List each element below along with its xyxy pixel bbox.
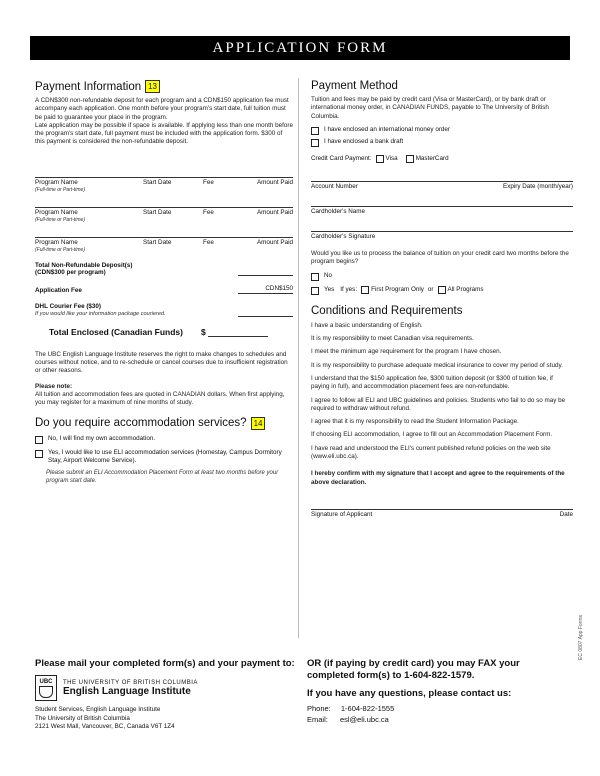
fax-heading: OR (if paying by credit card) you may FAX your completed form(s) to 1-604-822-1579. — [307, 658, 520, 681]
contact-info — [307, 658, 567, 725]
accommodation-yes-label: Yes, I would like to use ELI accommodation services (Homestay, Campus Dormitory Stay, Airport Welcome Service). — [48, 448, 282, 464]
form-code: EC 0807 App Forms — [578, 614, 584, 660]
account-number-field[interactable] — [311, 181, 573, 190]
left-column — [35, 80, 293, 485]
if-yes-label: If yes: — [340, 285, 358, 293]
mailing-info — [35, 658, 295, 732]
accommodation-note: Please submit an ELI Accommodation Placement Form at least two months before your program start date. — [46, 470, 279, 485]
program-row-2[interactable] — [35, 207, 293, 223]
dhl-fee-sub-label: If you would like your information package couriered. — [35, 310, 166, 317]
total-label: Total Enclosed (Canadian Funds) — [49, 326, 183, 337]
form-title-banner: APPLICATION FORM — [30, 36, 570, 60]
application-fee-value: CDN$150 — [238, 285, 293, 294]
program-type-label: (Full-time or Part-time) — [35, 246, 86, 253]
university-name: THE UNIVERSITY OF BRITISH COLUMBIA — [63, 679, 198, 686]
accommodation-yes-checkbox[interactable] — [35, 450, 43, 458]
phone-label: Phone: — [307, 704, 331, 713]
visa-label: Visa — [385, 154, 398, 162]
program-type-label: (Full-time or Part-time) — [35, 186, 86, 193]
program-row-1[interactable] — [35, 177, 293, 193]
deposit-field[interactable] — [238, 267, 293, 276]
deposit-row — [35, 262, 293, 276]
balance-question: Would you like us to process the balance of tuition on your credit card two months before the program begins? — [311, 250, 569, 266]
credit-card-label: Credit Card Payment: — [311, 154, 372, 162]
fee-label: Fee — [203, 178, 214, 186]
total-field[interactable] — [208, 336, 268, 337]
cardholder-signature-field[interactable] — [311, 231, 573, 240]
condition-item: It is my responsibility to meet Canadian visa requirements. — [311, 335, 474, 343]
applicant-signature-label: Signature of Applicant — [311, 510, 373, 518]
program-name-label: Program Name — [35, 178, 78, 186]
money-order-option[interactable] — [311, 126, 573, 135]
cardholder-name-label: Cardholder's Name — [311, 208, 366, 216]
condition-item: I have a basic understanding of English. — [311, 321, 423, 329]
phone-number[interactable]: 1-604-822-1555 — [340, 704, 395, 713]
applicant-signature-field[interactable] — [311, 509, 573, 518]
fee-label: Fee — [203, 208, 214, 216]
condition-item: I understand that the $150 application fee, $300 tuition deposit (or $300 of tuition fee, if paying in full), and accommodation placement fees are non-refundable. — [311, 374, 553, 391]
balance-no-option[interactable] — [311, 272, 573, 281]
dhl-fee-field[interactable] — [238, 308, 293, 317]
address-line-3: 2121 West Mall, Vancouver, BC, Canada V6T 1Z4 — [35, 723, 175, 730]
program-type-label: (Full-time or Part-time) — [35, 216, 86, 223]
condition-item: I meet the minimum age requirement for the program I have chosen. — [311, 348, 502, 356]
address-line-1: Student Services, English Language Institute — [35, 706, 161, 713]
amount-paid-label: Amount Paid — [256, 238, 293, 246]
address-line-2: The University of British Columbia — [35, 714, 130, 722]
expiry-date-label: Expiry Date (month/year) — [503, 183, 573, 191]
institute-name: English Language Institute — [63, 685, 191, 697]
contact-details — [307, 703, 567, 725]
cardholder-signature-label: Cardholder's Signature — [311, 233, 376, 241]
deposit-label: Total Non-Refundable Deposit(s) — [35, 261, 133, 269]
accommodation-no-checkbox[interactable] — [35, 436, 43, 444]
credit-card-row — [311, 155, 573, 163]
bank-draft-label: I have enclosed a bank draft — [324, 137, 404, 145]
bank-draft-checkbox[interactable] — [311, 139, 319, 147]
annotation-badge-13: 13 — [145, 80, 160, 93]
please-note-label: Please note: — [35, 382, 73, 390]
accommodation-heading — [35, 417, 293, 430]
dhl-fee-label: DHL Courier Fee ($30) — [35, 302, 102, 310]
program-row-3[interactable] — [35, 237, 293, 253]
eli-logo-block — [35, 675, 295, 701]
start-date-label: Start Date — [143, 178, 172, 186]
mastercard-label: MasterCard — [415, 154, 449, 162]
all-programs-checkbox[interactable] — [438, 286, 446, 294]
money-order-checkbox[interactable] — [311, 127, 319, 135]
mailing-address — [35, 706, 295, 732]
all-programs-label: All Programs — [447, 285, 484, 293]
fee-label: Fee — [203, 238, 214, 246]
please-note-text: All tuition and accommodation fees are quoted in CANADIAN dollars. When first applying, you may register for a maximum of nine months of study. — [35, 390, 285, 407]
balance-yes-label: Yes — [324, 285, 335, 293]
mastercard-checkbox[interactable] — [406, 155, 414, 163]
first-program-checkbox[interactable] — [361, 286, 369, 294]
payment-info-title: Payment Information — [35, 80, 142, 93]
accommodation-no-label: No, I will find my own accommodation. — [48, 434, 156, 442]
payment-info-heading — [35, 80, 293, 93]
total-currency: $ — [200, 326, 206, 337]
ubc-logo-icon — [35, 675, 57, 701]
application-fee-label: Application Fee — [35, 286, 82, 294]
signature-date-label: Date — [559, 510, 573, 518]
payment-method-intro: Tuition and fees may be paid by credit card (Visa or MasterCard), or by bank draft or international money order, in CANADIAN FUNDS, payable to The University of British Columbia. — [311, 96, 549, 120]
application-fee-row — [35, 285, 293, 294]
cardholder-name-field[interactable] — [311, 206, 573, 215]
conditions-list — [311, 322, 573, 487]
payment-info-para1: A CDN$300 non-refundable deposit for each program and a CDN$150 application fee must accompany each application. One month before your program's start date, full tuition must be paid to guarantee your place in the program. — [35, 97, 289, 121]
amount-paid-label: Amount Paid — [256, 178, 293, 186]
email-label: Email: — [307, 715, 328, 724]
condition-item: I agree to follow all ELI and UBC guidelines and policies. Students who fail to do so may be required to withdraw without refund. — [311, 396, 566, 412]
balance-no-label: No — [324, 271, 333, 279]
confirmation-statement: I hereby confirm with my signature that I accept and agree to the requirements of the above declaration. — [311, 470, 565, 486]
total-row — [35, 327, 293, 337]
account-number-label: Account Number — [311, 183, 358, 191]
accommodation-yes-option[interactable] — [35, 449, 293, 466]
program-name-label: Program Name — [35, 208, 78, 216]
first-program-label: First Program Only — [371, 285, 424, 293]
balance-no-checkbox[interactable] — [311, 273, 319, 281]
condition-item: I have read and understood the ELI's current published refund policies on the web site (www.eli.ubc.ca). — [311, 444, 551, 461]
payment-info-para2: Late application may be possible if space is available. If applying less than one month before the program's start date, full payment must be included with the application form. $300 of this payment is considered the non-refundable deposit. — [35, 121, 293, 146]
program-name-label: Program Name — [35, 238, 78, 246]
bank-draft-option[interactable] — [311, 138, 573, 147]
start-date-label: Start Date — [143, 238, 172, 246]
shield-icon — [39, 686, 53, 698]
ubc-logo-text: UBC — [39, 678, 53, 685]
accommodation-title: Do you require accommodation services? — [35, 417, 247, 430]
condition-item: I agree that it is my responsibility to read the Student Information Package. — [311, 418, 519, 426]
conditions-title: Conditions and Requirements — [311, 304, 463, 317]
mail-heading: Please mail your completed form(s) and your payment to: — [35, 658, 295, 669]
questions-heading: If you have any questions, please contact us: — [307, 688, 512, 699]
condition-item: If choosing ELI accommodation, I agree to fill out an Accommodation Placement Form. — [311, 431, 553, 439]
deposit-sub-label: (CDN$300 per program) — [35, 268, 106, 276]
money-order-label: I have enclosed an international money order — [324, 125, 451, 133]
visa-checkbox[interactable] — [376, 155, 384, 163]
eli-rights-note: The UBC English Language Institute reserves the right to make changes to schedules and courses without notice, and to re-schedule or cancel courses due to insufficient registration or other reasons. — [35, 350, 288, 375]
or-label: or — [427, 285, 434, 293]
column-divider — [298, 78, 299, 638]
dhl-fee-row — [35, 303, 293, 317]
right-column — [311, 80, 573, 518]
amount-paid-label: Amount Paid — [256, 208, 293, 216]
balance-yes-checkbox[interactable] — [311, 287, 319, 295]
payment-method-title: Payment Method — [311, 80, 398, 92]
accommodation-no-option[interactable] — [35, 435, 293, 444]
start-date-label: Start Date — [143, 208, 172, 216]
annotation-badge-14: 14 — [251, 417, 266, 430]
email-address[interactable]: esl@eli.ubc.ca — [339, 715, 389, 724]
condition-item: It is my responsibility to purchase adequate medical insurance to cover my period of study. — [311, 361, 563, 369]
balance-yes-row — [311, 286, 573, 295]
